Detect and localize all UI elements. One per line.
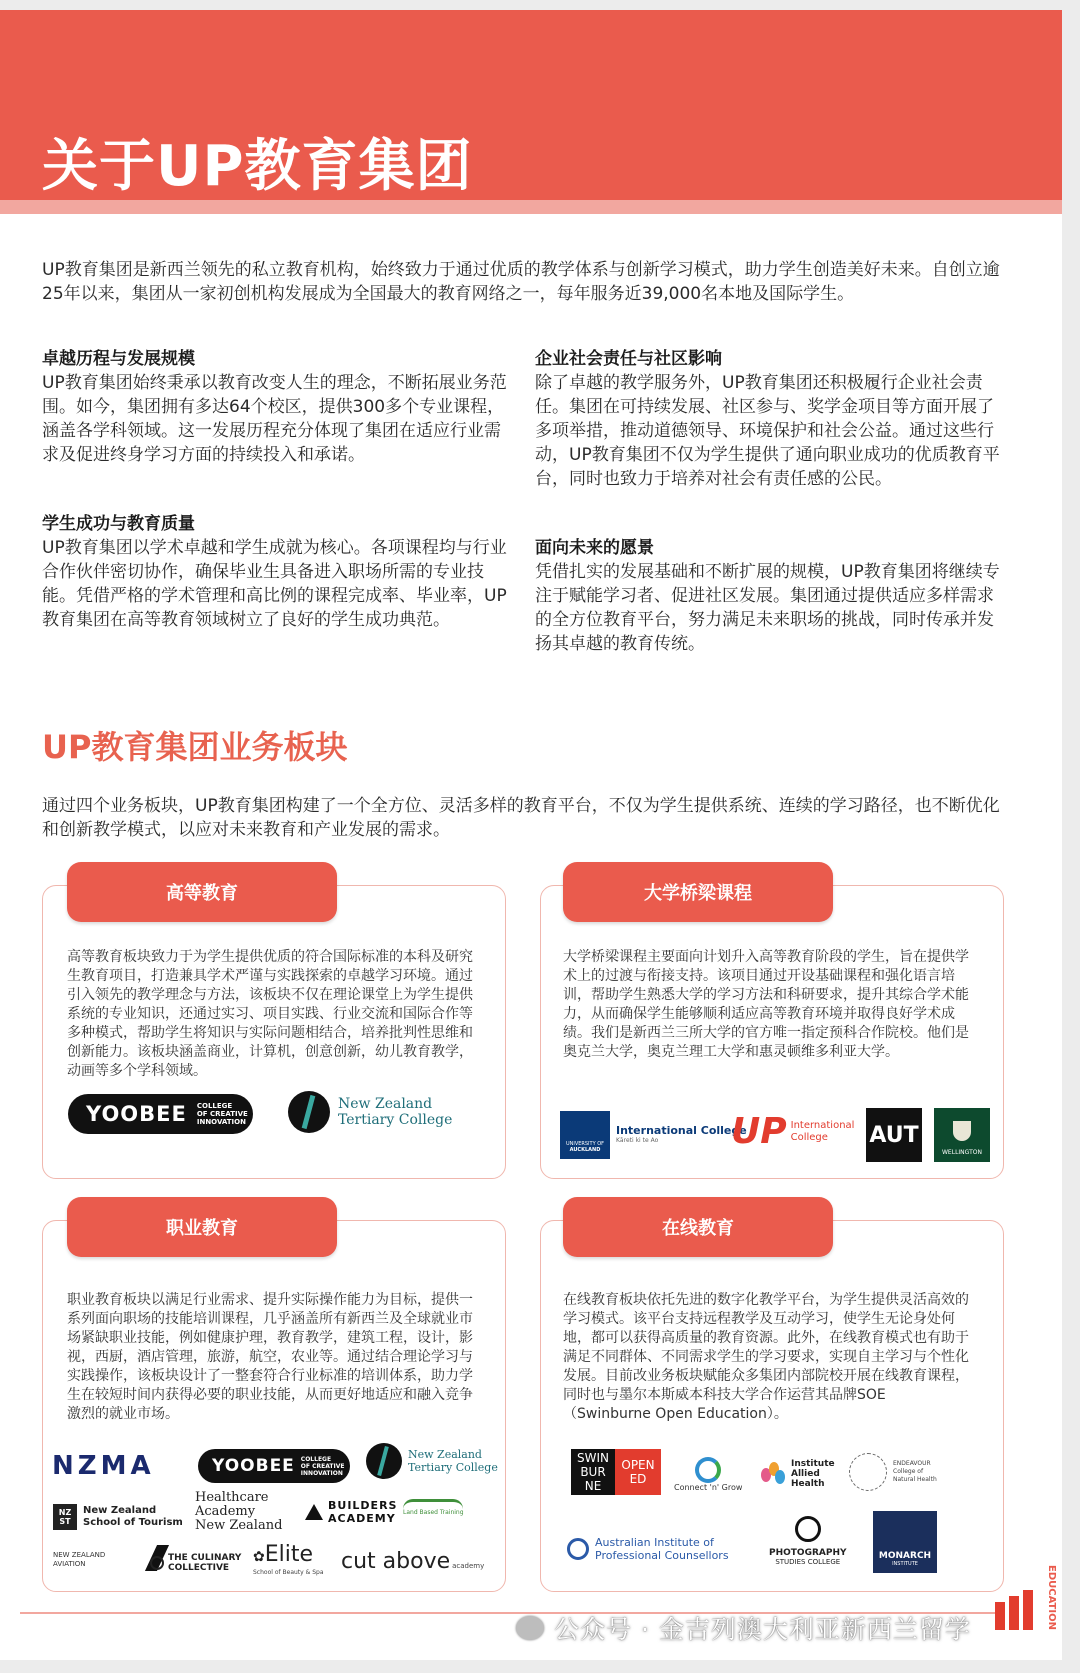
nztc-logo: New Zealand Tertiary College — [366, 1443, 498, 1479]
card-body: 职业教育板块以满足行业需求、提升实际操作能力为目标，提供一系列面向职场的技能培训课程，几乎涵盖所有新西兰及全球就业市场紧缺职业技能，例如健康护理，教育教学，建筑工程，设计，影视，西厨，酒店管理，旅游，航空，农业等。通过结合理论学习与实践操作，该板块设计了一整套符合行业标准的培训体系，助力学生在较短时间内获得必要的职业技能，从而更好地适应和融入竞争激烈的就业市场。 — [67, 1292, 473, 1422]
section-body: UP教育集团始终秉承以教育改变人生的理念，不断拓展业务范围。如今，集团拥有多达64个校区，提供300多个专业课程，涵盖各学科领域。这一发展历程充分体现了集团在适应行业需求及促进终身学习方面的持续投入和承诺。 — [42, 373, 507, 465]
section-body: 凭借扎实的发展基础和不断扩展的规模，UP教育集团将继续专注于赋能学习者、促进社区发展。集团通过提供适应多样需求的全方位教育平台，努力满足未来职场的挑战，同时传承并发扬其卓越的教育传统。 — [535, 562, 1000, 654]
house-icon — [305, 1504, 323, 1520]
section-csr — [535, 347, 1000, 491]
tab-higher-education: 高等教育 — [67, 862, 337, 922]
card-body: 高等教育板块致力于为学生提供优质的符合国际标准的本科及研究生教育项目，打造兼具学术严谨与实践探索的卓越学习环境。通过引入领先的教学理念与方法，该板块不仅在理论课堂上为学生提供系统的专业知识，还通过实习、项目实践、行业交流和国际合作等多种模式，帮助学生将知识与实际问题相结合，培养批判性思维和创新能力。该板块涵盖商业，计算机，创意创新，幼儿教育教学，动画等多个学科领域。 — [67, 949, 473, 1079]
section-heading: 卓越历程与发展规模 — [42, 349, 195, 369]
endeavour-logo: ENDEAVOUR College of Natural Health — [849, 1453, 937, 1491]
nztc-emblem-icon — [288, 1091, 330, 1133]
land-based-training-logo: Land Based Training — [403, 1499, 464, 1516]
section-heading: 面向未来的愿景 — [535, 538, 654, 558]
photography-studies-college-logo: PHOTOGRAPHY STUDIES COLLEGE — [769, 1516, 847, 1566]
camera-aperture-icon — [795, 1516, 821, 1542]
petal-icon — [759, 1460, 787, 1488]
business-intro: 通过四个业务板块，UP教育集团构建了一个全方位、灵活多样的教育平台，不仅为学生提供系统、连续的学习路径，也不断优化和创新教学模式，以应对未来教育和产业发展的需求。 — [42, 796, 1000, 840]
section-heading: 企业社会责任与社区影响 — [535, 349, 722, 369]
card-body: 在线教育板块依托先进的数字化教学平台，为学生提供灵活高效的学习模式。该平台支持远程教学及互动学习，使学生无论身处何地，都可以获得高质量的教育资源。此外，在线教育模式也有助于满足不同群体、不同需求学生的学习要求，实现自主学习与个性化发展。目前改业务板块赋能众多集团内部院校开展在线教育课程，同时也与墨尔本斯威本科技大学合作运营其品牌SOE（Swinburne Open Education）。 — [563, 1292, 969, 1422]
card-body: 大学桥梁课程主要面向计划升入高等教育阶段的学生，旨在提供学术上的过渡与衔接支持。该项目通过开设基础课程和强化语言培训，帮助学生熟悉大学的学习方法和科研要求，提升其综合学术能力，从而确保学生能够顺利适应高等教育环境并取得良好学术成绩。我们是新西兰三所大学的官方唯一指定预科合作院校。他们是奥克兰大学，奥克兰理工大学和惠灵顿维多利亚大学。 — [563, 949, 969, 1060]
aipc-emblem-icon — [567, 1538, 589, 1560]
aut-logo: AUT — [866, 1108, 922, 1162]
institute-allied-health-logo: Institute Allied Health — [759, 1459, 835, 1489]
builders-academy-logo: BUILDERS ACADEMY — [305, 1499, 397, 1525]
aviation-logo: NEW ZEALAND AVIATION — [53, 1551, 106, 1568]
page-title: 关于UP教育集团 — [42, 134, 473, 199]
nzst-logo: NZ ST New Zealand School of Tourism — [53, 1504, 183, 1530]
section-body: 除了卓越的教学服务外，UP教育集团还积极履行企业社会责任。集团在可持续发展、社区参与、奖学金项目等方面开展了多项举措，推动道德领导、环境保护和社会公益。通过这些行动，UP教育集团不仅为学生提供了通向职业成功的优质教育平台，同时也致力于培养对社会有责任感的公民。 — [535, 373, 1000, 489]
healthcare-academy-logo: Healthcare Academy New Zealand — [195, 1490, 283, 1533]
section-history — [42, 347, 507, 467]
wechat-watermark — [516, 1610, 971, 1646]
victoria-wellington-logo: WELLINGTON — [934, 1108, 990, 1162]
intro-paragraph: UP教育集团是新西兰领先的私立教育机构，始终致力于通过优质的教学体系与创新学习模式，助力学生创造美好未来。自创立逾25年以来，集团从一家初创机构发展成为全国最大的教育网络之一，每年服务近39,000名本地及国际学生。 — [42, 260, 1000, 304]
hill-icon — [403, 1499, 463, 1509]
tab-vocational-education: 职业教育 — [67, 1197, 337, 1257]
card-vocational-education — [42, 1220, 506, 1592]
uoa-logo: UNIVERSITY OF AUCKLAND — [560, 1111, 610, 1159]
up-international-college-logo: UP International College — [731, 1111, 855, 1152]
section-vision — [535, 536, 1000, 656]
header-stripe — [0, 200, 1062, 214]
section-body: UP教育集团以学术卓越和学生成就为核心。各项课程均与行业合作伙伴密切协作，确保毕业生具备进入职场所需的专业技能。凭借严格的学术管理和高比例的课程完成率、毕业率，UP教育集团在高等教育领域树立了良好的学生成功典范。 — [42, 538, 507, 630]
tab-online-education: 在线教育 — [563, 1197, 833, 1257]
wechat-icon — [516, 1616, 544, 1640]
connect-n-grow-logo: Connect 'n' Grow — [674, 1457, 742, 1492]
flower-icon: ✿ — [253, 1549, 265, 1565]
yoobee-logo: YOOBEE COLLEGE OF CREATIVE INNOVATION — [68, 1094, 253, 1134]
education-vertical-label: EDUCATION — [1046, 1565, 1057, 1630]
culinary-collective-logo: THE CULINARY COLLECTIVE — [150, 1553, 241, 1573]
business-section-title: UP教育集团业务板块 — [42, 728, 348, 766]
card-online-education — [540, 1220, 1004, 1592]
wechat-text: 公众号 · 金吉列澳大利亚新西兰留学 — [554, 1615, 971, 1644]
nztc-emblem-icon — [366, 1443, 402, 1479]
monarch-institute-logo: MONARCH INSTITUTE — [873, 1511, 937, 1573]
tab-university-pathway: 大学桥梁课程 — [563, 862, 833, 922]
elite-logo: ✿Elite School of Beauty & Spa — [253, 1542, 324, 1576]
header-banner — [0, 10, 1062, 200]
nzma-logo: NZMA — [52, 1451, 155, 1481]
mandala-icon — [849, 1453, 887, 1491]
nztc-logo: New Zealand Tertiary College — [288, 1091, 452, 1133]
section-student-success — [42, 512, 507, 632]
section-heading: 学生成功与教育质量 — [42, 514, 195, 534]
connect-icon — [695, 1457, 721, 1483]
aipc-logo: Australian Institute of Professional Counsellors — [567, 1536, 729, 1562]
up-education-corner-logo — [995, 1590, 1043, 1630]
cut-above-logo: cut above academy — [341, 1549, 485, 1574]
yoobee-logo: YOOBEE COLLEGE OF CREATIVE INNOVATION — [198, 1449, 350, 1483]
card-higher-education — [42, 885, 506, 1179]
shield-icon — [953, 1121, 971, 1141]
culinary-emblem-icon — [150, 1556, 164, 1570]
card-university-pathway — [540, 885, 1004, 1179]
document-page — [0, 10, 1062, 1660]
swinburne-open-ed-logo: SWIN BUR NE OPEN ED — [571, 1449, 661, 1495]
international-college-logo: International College Kāreti ki te Ao — [616, 1124, 747, 1144]
